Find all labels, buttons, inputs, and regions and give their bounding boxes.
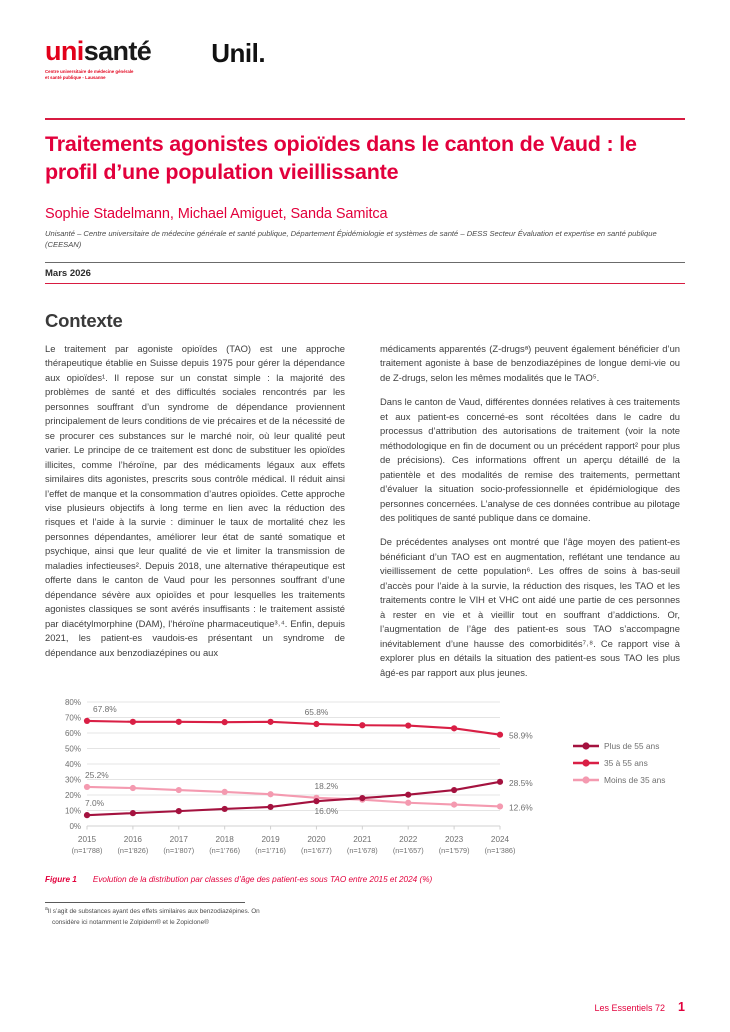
x-axis-tick-label: 2023 [445,835,464,845]
chart-point-label: 65.8% [304,707,329,718]
footnote-rule [45,902,245,903]
footnote [45,907,375,928]
chart-data-point [222,789,228,795]
chart-data-point [497,732,503,738]
x-axis-tick-label: 2017 [169,835,188,845]
chart-data-point [267,719,273,725]
chart-point-label: 58.9% [509,731,533,742]
chart-point-label: 16.0% [314,806,339,817]
y-axis-tick-label: 80% [64,698,81,708]
chart-data-point [267,791,273,797]
chart-data-point [451,726,457,732]
x-axis-tick-label: 2019 [261,835,280,845]
chart-point-label: 12.6% [509,802,533,813]
chart-point-label: 7.0% [85,798,105,809]
x-axis-tick-label: 2016 [123,835,142,845]
y-axis-tick-label: 10% [64,807,81,817]
affiliation-line: Unisanté – Centre universitaire de médecine générale et santé publique, Département Épidémiologie et systèmes de santé – DESS Secteur Évaluation et expertise en santé publique (CEESAN) [45,228,657,250]
footer-page-number: 1 [678,1000,685,1014]
chart-data-point [176,719,182,725]
authors-line: Sophie Stadelmann, Michael Amiguet, Sanda Samitca [45,205,388,222]
unisante-wordmark-uni: uni [45,36,84,66]
page-title: Traitements agonistes opioïdes dans le canton de Vaud : le profil d’une population vieillissante [45,132,637,184]
x-axis-sample-size-label: (n=1'826) [117,846,149,856]
legend-label: Moins de 35 ans [604,775,666,786]
figure-1-chart [45,694,685,869]
footer-series-label: Les Essentiels 72 [594,1003,666,1013]
footnote-marker: a [45,906,48,913]
legend-label: 35 à 55 ans [604,758,648,769]
chart-data-point [359,795,365,801]
x-axis-sample-size-label: (n=1'716) [255,846,286,856]
y-axis-tick-label: 20% [64,791,81,801]
chart-svg [45,694,685,866]
footnote-line2: considère ici notamment le Zolpidem® et le Zopiclone® [52,918,209,926]
x-axis-sample-size-label: (n=1'788) [71,846,103,856]
paragraph: médicaments apparentés (Z-drugsᵃ) peuvent également bénéficier d’un traitement agoniste à base de benzodiazépines de longue demi-vie ou de Z-drugs, selon les mêmes modalités que le TAO⁵. [380,342,680,383]
chart-data-point [451,787,457,793]
chart-data-point [176,808,182,814]
chart-data-point [497,779,503,785]
x-axis-tick-label: 2015 [77,835,97,845]
unil-logo: Unil. [211,38,266,68]
chart-data-point [313,721,319,727]
date-top-rule [45,262,685,263]
chart-data-point [405,800,411,806]
chart-data-point [130,785,136,791]
page-footer [595,1000,686,1014]
legend-marker [582,743,589,750]
date-bottom-rule [45,283,685,284]
x-axis-tick-label: 2024 [490,835,510,845]
chart-data-point [497,804,503,810]
chart-point-label: 25.2% [85,770,109,781]
chart-data-point [222,806,228,812]
x-axis-tick-label: 2020 [307,835,326,845]
right-column [380,342,680,681]
logo-bar [45,0,685,100]
x-axis-sample-size-label: (n=1'579) [438,846,470,856]
y-axis-tick-label: 70% [64,714,81,724]
chart-data-point [313,798,319,804]
legend-label: Plus de 55 ans [604,741,660,752]
legend-marker [582,777,589,784]
left-column [45,342,345,681]
x-axis-tick-label: 2021 [353,835,372,845]
body-columns [45,342,685,681]
chart-data-point [405,792,411,798]
chart-data-point [176,787,182,793]
figure-caption-text: Evolution de la distribution par classes d’âge des patient-es sous TAO entre 2015 et 2024 (%) [92,875,433,885]
chart-point-label: 18.2% [314,781,339,792]
x-axis-sample-size-label: (n=1'766) [209,846,241,856]
title-top-rule [45,118,685,120]
y-axis-tick-label: 40% [64,760,81,770]
chart-data-point [451,802,457,808]
figure-label: Figure 1 [45,875,77,885]
chart-data-point [267,804,273,810]
unisante-logo-subtitle-line2: et santé publique - Lausanne [45,75,106,81]
x-axis-sample-size-label: (n=1'807) [163,846,195,856]
x-axis-sample-size-label: (n=1'657) [392,846,424,856]
chart-data-point [84,718,90,724]
unisante-logo [45,38,151,81]
unisante-wordmark [45,38,151,65]
y-axis-tick-label: 60% [64,729,81,739]
unisante-logo-subtitle-line1: Centre universitaire de médecine générale [45,69,134,74]
chart-data-point [84,784,90,790]
x-axis-sample-size-label: (n=1'386) [484,846,516,856]
figure-caption [45,875,685,884]
paragraph: De précédentes analyses ont montré que l’âge moyen des patient-es bénéficiant d’un TAO est en augmentation, reflétant une tendance au vieillissement de cette population⁶. Les offres de soins à bas-seuil d’accès pour l’aide à la survie, la réduction des risques, les TAO et les traitements contre le VIH et VHC ont aidé une partie de ces personnes à rester en vie et à vieillir tout en souffrant d’addictions. Or, l’augmentation de l’âge des patient-es sous TAO s’accompagne inévitablement d’une hausse des comorbidités⁷˒⁸. Ce rapport vise à explorer plus en détails la situation des patient-es sous TAO les plus âgé-es par rapport aux plus jeunes. [380,536,680,678]
footnote-line1: Il s’agit de substances ayant des effets similaires aux benzodiazépines. On [47,908,260,916]
unisante-wordmark-sante: santé [83,36,152,66]
chart-data-point [222,719,228,725]
chart-data-point [130,719,136,725]
chart-data-point [84,812,90,818]
y-axis-tick-label: 30% [64,776,81,786]
chart-point-label: 28.5% [509,778,533,789]
paragraph: Le traitement par agoniste opioïdes (TAO) est une approche thérapeutique établie en Suisse depuis 1975 pour gérer la dépendance aux opioïdes¹. Il repose sur un constat simple : la majorité des problèmes de santé et des difficultés sociales rencontrés par les personnes souffrant d’un syndrome de dépendance proviennent principalement de leurs conditions de vie précaires et de la nécessité de se procurer ces substances sur le marché noir, où leur qualité peut varier. Le principe de ce traitement est donc de substituer les opioïdes illicites, comme l’héroïne, par des médicaments légaux aux effets similaires dits agonistes, prescrits sous contrôle médical. Il réduit ainsi l’effet de manque et la consommation d’autres opioïdes. Cette approche vise plusieurs objectifs à long terme en lien avec la réduction des risques et l’aide à la survie : diminuer le taux de mortalité chez les personnes dépendantes, améliorer leur état de santé somatique et psychique, ainsi que leur qualité de vie et limiter la transmission de maladies infectieuses². Depuis 2018, une alternative thérapeutique est offerte dans le canton de Vaud pour les personnes souffrant d’une dépendance sévère aux opioïdes et pour lesquelles les traitements agonistes classiques se sont avérés insuffisants : le traitement assisté par diacétylmorphine (DAM), l’héroïne pharmaceutique³˒⁴. Enfin, depuis 2021, les patient-es vaudois-es présentant un syndrome de dépendance aux benzodiazépines ou aux [45,342,345,658]
chart-data-point [130,810,136,816]
chart-point-label: 67.8% [93,704,117,715]
legend-marker [582,760,589,767]
y-axis-tick-label: 50% [64,745,81,755]
publication-date: Mars 2026 [45,267,91,279]
chart-data-point [359,722,365,728]
x-axis-sample-size-label: (n=1'677) [301,846,332,856]
x-axis-tick-label: 2022 [399,835,418,845]
unisante-logo-subtitle [45,69,151,81]
x-axis-tick-label: 2018 [215,835,234,845]
paragraph: Dans le canton de Vaud, différentes données relatives à ces traitements et aux patient-es concerné-es sont récoltées dans le cadre du processus d’attribution des autorisations de traitement (voir la note méthodologique en fin de document ou un précédent rapport² pour plus de précisions). Ces informations offrent un aperçu détaillé de la patientèle et des modalités de remise des traitements, permettant d’évaluer la situation socio-professionnelle et épidémiologique des personnes concernées. L’analyse de ces données contribue au pilotage des politiques de santé publique dans ce domaine. [380,396,680,523]
y-axis-tick-label: 0% [69,822,81,832]
x-axis-sample-size-label: (n=1'678) [346,846,378,856]
section-heading-contexte: Contexte [45,309,123,331]
chart-data-point [405,723,411,729]
